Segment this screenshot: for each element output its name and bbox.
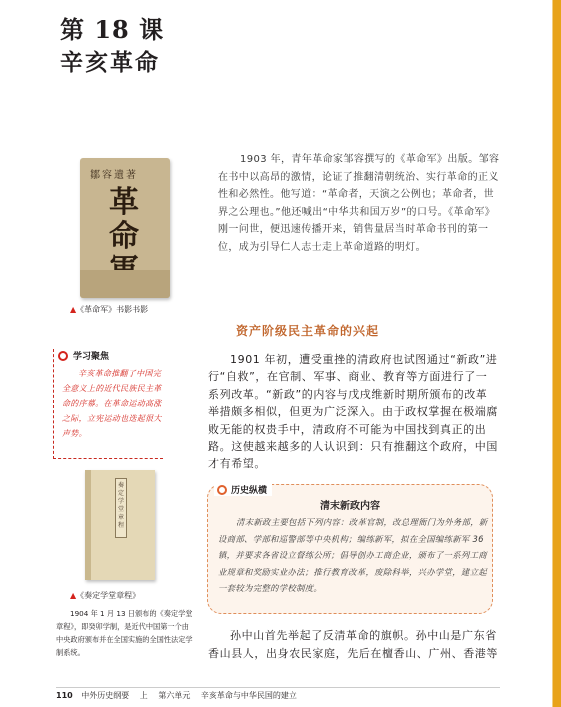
book-stain bbox=[80, 270, 170, 298]
book-spine bbox=[85, 470, 91, 580]
footer-volume: 上 bbox=[139, 691, 148, 700]
section-heading: 资产阶级民主革命的兴起 bbox=[236, 324, 380, 338]
page-edge-band bbox=[553, 0, 561, 707]
figure1-caption: ▲《革命军》书影书影 bbox=[70, 305, 149, 314]
footer-unit-title: 辛亥革命与中华民国的建立 bbox=[200, 691, 297, 700]
footer-divider bbox=[56, 687, 500, 688]
caption-triangle-icon: ▲ bbox=[70, 305, 77, 314]
book2-title-text: 奏定学堂章程 bbox=[117, 482, 124, 529]
page-edge-line bbox=[552, 0, 553, 707]
page-footer bbox=[56, 690, 297, 701]
geming-jun-book-image bbox=[80, 158, 170, 298]
footer-book-title: 中外历史纲要 bbox=[81, 691, 130, 700]
caption-triangle-icon: ▲ bbox=[70, 591, 77, 600]
page-number: 110 bbox=[56, 691, 73, 700]
xuetang-zhangcheng-book-image bbox=[85, 470, 155, 580]
footer-unit: 第六单元 bbox=[158, 691, 191, 700]
study-focus-header bbox=[58, 349, 109, 362]
history-panorama-header bbox=[214, 483, 272, 496]
figure2-note: 1904 年 1 月 13 日颁布的《奏定学堂章程》，即癸卯学制，是近代中国第一个由中央政府颁布并在全国实施的全国性法定学制系统。 bbox=[56, 609, 193, 657]
book-title-text: 革命 bbox=[109, 185, 139, 254]
study-focus-text: 辛亥革命推翻了中国完全意义上的近代民族民主革命的序幕。在革命运动高涨之际，立宪运动也迭起很大声势。 bbox=[62, 369, 162, 438]
paragraph-new-policy: 1901 年初，遭受重挫的清政府也试图通过“新政”进行“自救”，在官制、军事、商业、教育等方面进行了一系列改革。“新政”的内容与戊戌维新时期所颁布的改革举措颇多相似，但更为广泛深入。由于政权掌握在极端腐败无能的权贵手中，清政府不可能为中国找到真正的出路。这使越来越多的人认识到：只有推翻这个政府，中国才有希望。 bbox=[208, 353, 498, 471]
paragraph-sun-yatsen: 孙中山首先举起了反清革命的旗帜。孙中山是广东省香山县人，出身农民家庭，先后在檀香山、广州、香港等 bbox=[208, 629, 498, 660]
history-icon bbox=[217, 485, 227, 495]
lesson-title: 辛亥革命 bbox=[60, 49, 160, 76]
figure2-caption: ▲《奏定学堂章程》 bbox=[70, 591, 141, 600]
history-panorama-label: 历史纵横 bbox=[231, 486, 268, 496]
lesson-number: 第 18 课 bbox=[60, 15, 165, 44]
history-box-text: 清末新政主要包括下列内容：改革官制，改总理衙门为外务部，新设商部、学部和巡警部等中央机构；编练新军，拟在全国编练新军 36 镇，并要求各省设立督练公所；倡导创办工商企业，颁布了一系列工商业规章和奖励实业办法；推行教育改革，废除科举，兴办学堂，建立起一套较为完整的学校制度。 bbox=[218, 517, 488, 593]
study-focus-title: 学习聚焦 bbox=[73, 352, 110, 362]
paragraph-geming-jun: 1903 年，青年革命家邹容撰写的《革命军》出版。邹容在书中以高昂的激情，论证了推翻清朝统治、实行革命的正义性和必然性。他写道：“革命者，天演之公例也；革命者，世界之公理也。”他还喊出“中华共和国万岁”的口号。《革命军》刚一问世，便迅速传播开来，销售量居当时革命书刊的第一位，成为引导仁人志士走上革命道路的明灯。 bbox=[218, 154, 500, 253]
history-box-title: 清末新政内容 bbox=[320, 501, 380, 512]
study-focus-icon bbox=[58, 351, 68, 361]
book-author-text: 鄒容遺著 bbox=[90, 170, 138, 181]
